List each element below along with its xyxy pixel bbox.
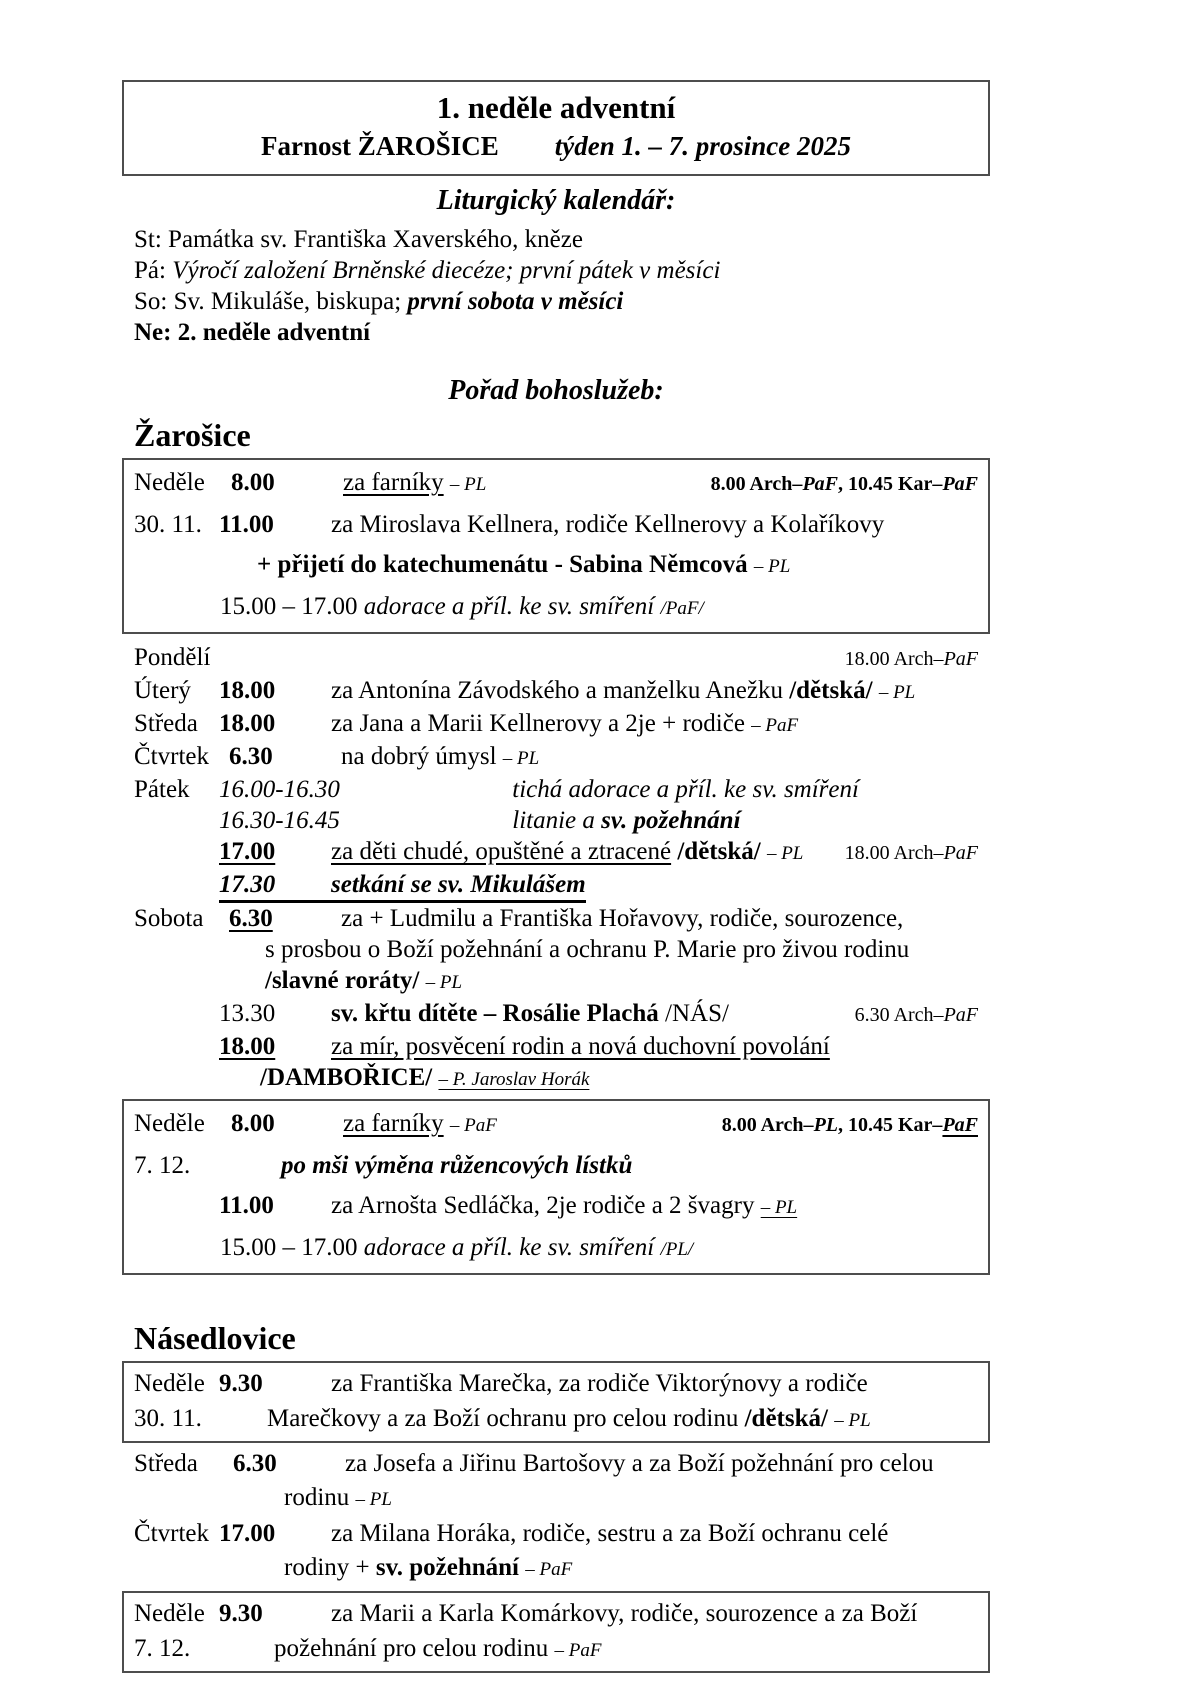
schedule-row bbox=[134, 545, 978, 587]
other-mass-part: 8.00 Arch– bbox=[710, 473, 803, 495]
nasedlovice-weekday-list bbox=[122, 1447, 990, 1587]
calendar-item bbox=[134, 224, 990, 255]
celebrant-note: – PaF bbox=[449, 1115, 497, 1136]
time-range: 15.00 – 17.00 bbox=[220, 1234, 358, 1261]
intention-text bbox=[343, 1104, 722, 1146]
calendar-day-prefix: St: bbox=[134, 226, 162, 253]
other-mass-part: PaF bbox=[942, 1114, 978, 1136]
intention-main: za Arnošta Sedláčka, 2je rodiče a 2 švagry bbox=[331, 1192, 755, 1219]
schedule-row bbox=[122, 1062, 990, 1095]
day-cell: 30. 11. bbox=[134, 1405, 202, 1432]
celebrant-note: – PL bbox=[753, 556, 791, 577]
service-tag: /slavné roráty/ bbox=[265, 967, 420, 994]
parish-name: Farnost ŽAROŠICE bbox=[260, 131, 499, 161]
nasedlovice-sunday-box-1 bbox=[122, 1361, 990, 1443]
calendar-item-text: Výročí založení Brněnské diecéze; první pátek v měsíci bbox=[172, 257, 721, 284]
schedule-row bbox=[122, 1551, 990, 1587]
time-cell: 18.00 bbox=[219, 710, 276, 737]
other-mass-part: , 10.45 Kar– bbox=[838, 1114, 943, 1136]
day-cell: Neděle bbox=[134, 1110, 205, 1137]
service-tag: /dětská/ bbox=[744, 1405, 828, 1432]
other-mass-part: 18.00 Arch– bbox=[844, 842, 944, 864]
other-mass-part: PaF bbox=[802, 473, 838, 495]
week-range: týden 1. – 7. prosince 2025 bbox=[554, 131, 852, 161]
intention-main: za Jana a Marii Kellnerovy a 2je + rodiče bbox=[331, 710, 745, 737]
intention-emphasis: sv. požehnání bbox=[375, 1554, 519, 1581]
schedule-row bbox=[134, 1146, 978, 1186]
time-cell bbox=[219, 836, 331, 867]
celebrant-note: – PaF bbox=[525, 1559, 573, 1580]
celebrant-note: – PL bbox=[502, 748, 540, 769]
zarosice-weekday-list bbox=[122, 642, 990, 1095]
other-mass-part: PaF bbox=[942, 473, 978, 495]
day-cell: Pondělí bbox=[134, 644, 211, 671]
schedule-row bbox=[134, 1631, 978, 1668]
schedule-row bbox=[122, 741, 990, 774]
other-mass-note bbox=[845, 644, 978, 675]
intention-text bbox=[220, 587, 978, 629]
celebrant-note: – PL bbox=[355, 1489, 392, 1510]
celebrant-note: – PL bbox=[878, 682, 916, 703]
celebrant-note: – PL bbox=[834, 1410, 871, 1431]
schedule-row bbox=[122, 836, 990, 869]
intention-text bbox=[284, 1481, 978, 1517]
intention-main: rodinu bbox=[284, 1484, 350, 1511]
time-cell: 6.30 bbox=[229, 743, 273, 770]
intention-main: rodiny + bbox=[284, 1554, 370, 1581]
town-heading-zarosice: Žarošice bbox=[134, 417, 251, 453]
day-cell: 7. 12. bbox=[134, 1152, 191, 1179]
day-cell: Čtvrtek bbox=[134, 743, 209, 770]
other-mass-part: 6.30 Arch– bbox=[854, 1004, 944, 1026]
calendar-item bbox=[134, 255, 990, 286]
calendar-day-prefix: Pá: bbox=[134, 257, 166, 284]
intention-main: za farníky bbox=[343, 469, 444, 496]
intention-text bbox=[331, 1186, 978, 1228]
day-cell: Středa bbox=[134, 1450, 198, 1477]
schedule-row bbox=[122, 1447, 990, 1481]
day-cell: Neděle bbox=[134, 1600, 205, 1627]
time-cell bbox=[219, 903, 341, 934]
celebrant-note: – PaF bbox=[751, 715, 799, 736]
schedule-row bbox=[134, 1186, 978, 1228]
schedule-row bbox=[134, 1228, 978, 1270]
time-cell: 11.00 bbox=[219, 511, 274, 538]
time-range: 16.30-16.45 bbox=[219, 807, 340, 834]
intention-main: adorace a příl. ke sv. smíření bbox=[363, 593, 655, 620]
time-cell: 6.30 bbox=[233, 1450, 277, 1477]
intention-text bbox=[331, 675, 978, 708]
intention-text bbox=[260, 1062, 978, 1095]
celebrant-note: – PL bbox=[760, 1197, 798, 1218]
schedule-row bbox=[122, 1031, 990, 1062]
intention-main: Marečkovy a za Boží ochranu pro celou rodinu bbox=[267, 1405, 739, 1432]
schedule-row bbox=[122, 1517, 990, 1551]
intention-text bbox=[341, 741, 978, 774]
other-mass-note bbox=[845, 838, 978, 869]
service-tag: /dětská/ bbox=[789, 677, 873, 704]
intention-text: po mši výměna růžencových lístků bbox=[281, 1152, 633, 1179]
intention-text bbox=[274, 1631, 978, 1668]
time-value: 6.30 bbox=[229, 905, 273, 932]
header-box bbox=[122, 80, 990, 176]
day-cell: Neděle bbox=[134, 1370, 205, 1397]
time-cell: 8.00 bbox=[231, 469, 275, 496]
service-tag: /dětská/ bbox=[677, 838, 761, 865]
intention-main: adorace a příl. ke sv. smíření bbox=[363, 1234, 655, 1261]
celebrant-note: – PL bbox=[766, 843, 804, 864]
day-cell: 7. 12. bbox=[134, 1635, 191, 1662]
intention-text bbox=[284, 1551, 978, 1587]
time-value: 17.00 bbox=[219, 838, 276, 865]
time-cell: 9.30 bbox=[219, 1370, 263, 1397]
intention-text bbox=[331, 708, 978, 741]
intention-main: za děti chudé, opuštěné a ztracené bbox=[331, 838, 672, 865]
intention-text: za Josefa a Jiřinu Bartošovy a za Boží požehnání pro celou bbox=[345, 1450, 934, 1477]
intention-main: + přijetí do katechumenátu - Sabina Němcová bbox=[257, 551, 748, 578]
service-tag: /NÁS/ bbox=[665, 1000, 729, 1027]
zarosice-sunday-box-2 bbox=[122, 1099, 990, 1275]
celebrant-note: /PaF/ bbox=[660, 598, 704, 619]
intention-text bbox=[331, 1031, 978, 1062]
other-mass-part: PaF bbox=[943, 842, 978, 864]
day-cell: Pátek bbox=[134, 776, 190, 803]
schedule-row bbox=[122, 642, 990, 675]
schedule-row bbox=[134, 1596, 978, 1631]
celebrant-note: – PL bbox=[425, 972, 463, 993]
celebrant-note: /PL/ bbox=[660, 1239, 694, 1260]
intention-text: za Františka Marečka, za rodiče Viktorýnovy a rodiče bbox=[331, 1370, 868, 1397]
liturgical-calendar-list bbox=[122, 224, 990, 348]
other-mass-note bbox=[711, 464, 978, 504]
service-tag: /DAMBOŘICE/ bbox=[260, 1064, 433, 1091]
time-cell: 18.00 bbox=[219, 677, 276, 704]
time-cell: 17.00 bbox=[219, 1520, 276, 1547]
intention-text bbox=[219, 774, 978, 805]
schedule-row bbox=[122, 1481, 990, 1517]
liturgical-calendar-heading: Liturgický kalendář: bbox=[436, 185, 676, 216]
day-cell: Středa bbox=[134, 710, 198, 737]
schedule-row bbox=[134, 505, 978, 545]
intention-text bbox=[267, 1401, 978, 1438]
schedule-row bbox=[134, 463, 978, 505]
intention-text bbox=[265, 965, 978, 998]
schedule-row bbox=[122, 998, 990, 1031]
day-cell: Neděle bbox=[134, 469, 205, 496]
celebrant-note: – PaF bbox=[554, 1640, 602, 1661]
schedule-heading: Pořad bohoslužeb: bbox=[448, 375, 664, 406]
schedule-row bbox=[134, 1104, 978, 1146]
calendar-item-text: Památka sv. Františka Xaverského, kněze bbox=[168, 226, 583, 253]
intention-emphasis: sv. požehnání bbox=[601, 807, 741, 834]
other-mass-part: PaF bbox=[943, 648, 978, 670]
intention-text bbox=[220, 1228, 978, 1270]
other-mass-part: 18.00 Arch– bbox=[844, 648, 944, 670]
time-cell: 8.00 bbox=[231, 1110, 275, 1137]
intention-text: za Marii a Karla Komárkovy, rodiče, sourozence a za Boží bbox=[331, 1600, 918, 1627]
intention-text bbox=[331, 836, 845, 869]
intention-text: za + Ludmilu a Františka Hořavovy, rodiče, sourozence, bbox=[341, 905, 904, 932]
intention-main: tichá adorace a příl. ke sv. smíření bbox=[512, 776, 859, 803]
day-cell: Úterý bbox=[134, 677, 191, 704]
other-mass-note bbox=[855, 1000, 978, 1031]
intention-main: litanie a bbox=[512, 807, 595, 834]
zarosice-sunday-box-1 bbox=[122, 458, 990, 634]
celebrant-note: – P. Jaroslav Horák bbox=[438, 1069, 590, 1090]
schedule-row bbox=[134, 587, 978, 629]
special-event-group bbox=[219, 869, 586, 903]
intention-main: sv. křtu dítěte – Rosálie Plachá bbox=[331, 1000, 659, 1027]
schedule-row bbox=[122, 675, 990, 708]
day-cell: 30. 11. bbox=[134, 511, 202, 538]
time-cell: 9.30 bbox=[219, 1600, 263, 1627]
town-heading-nasedlovice: Násedlovice bbox=[134, 1320, 296, 1356]
time-cell: 17.30 bbox=[219, 871, 276, 898]
celebrant-note: – PL bbox=[449, 474, 487, 495]
header-subtitle bbox=[134, 128, 978, 164]
intention-main: za mír, posvěcení rodin a nová duchovní povolání bbox=[331, 1033, 830, 1060]
intention-main: požehnání pro celou rodinu bbox=[274, 1635, 549, 1662]
schedule-row bbox=[122, 934, 990, 965]
intention-main: za Antonína Závodského a manželku Anežku bbox=[331, 677, 783, 704]
schedule-row bbox=[122, 805, 990, 836]
intention-text: s prosbou o Boží požehnání a ochranu P. Marie pro živou rodinu bbox=[265, 936, 910, 963]
other-mass-note bbox=[722, 1105, 978, 1145]
schedule-row bbox=[134, 1366, 978, 1401]
time-range: 16.00-16.30 bbox=[219, 776, 340, 803]
other-mass-part: PaF bbox=[943, 1004, 978, 1026]
calendar-day-prefix: So: bbox=[134, 288, 168, 315]
intention-main: za farníky bbox=[343, 1110, 444, 1137]
schedule-row bbox=[134, 1401, 978, 1438]
intention-main: na dobrý úmysl bbox=[341, 743, 497, 770]
intention-text: za Miroslava Kellnera, rodiče Kellnerovy a Kolaříkovy bbox=[331, 511, 885, 538]
time-cell bbox=[219, 1031, 331, 1062]
time-value: 18.00 bbox=[219, 1033, 276, 1060]
intention-text bbox=[343, 463, 711, 505]
schedule-row bbox=[122, 774, 990, 805]
calendar-item: Ne: 2. neděle adventní bbox=[134, 319, 371, 346]
schedule-row bbox=[122, 708, 990, 741]
time-cell: 11.00 bbox=[219, 1192, 274, 1219]
calendar-item-emphasis: první sobota v měsíci bbox=[407, 288, 624, 315]
day-cell: Sobota bbox=[134, 905, 204, 932]
day-cell: Čtvrtek bbox=[134, 1520, 209, 1547]
intention-text: za Milana Horáka, rodiče, sestru a za Boží ochranu celé bbox=[331, 1520, 889, 1547]
other-mass-part: , 10.45 Kar– bbox=[838, 473, 943, 495]
other-mass-part: PL bbox=[813, 1114, 838, 1136]
calendar-item-text: Sv. Mikuláše, biskupa; bbox=[173, 288, 402, 315]
time-range: 15.00 – 17.00 bbox=[220, 593, 358, 620]
schedule-row bbox=[122, 903, 990, 934]
other-mass-part: 8.00 Arch– bbox=[721, 1114, 814, 1136]
time-cell: 13.30 bbox=[219, 1000, 276, 1027]
nasedlovice-sunday-box-2 bbox=[122, 1591, 990, 1673]
intention-text bbox=[331, 998, 855, 1029]
event-text: setkání se sv. Mikulášem bbox=[331, 871, 586, 898]
page-title: 1. neděle adventní bbox=[436, 90, 676, 125]
intention-text bbox=[219, 805, 978, 836]
schedule-row bbox=[122, 965, 990, 998]
intention-text bbox=[257, 545, 978, 587]
calendar-item bbox=[134, 286, 990, 317]
schedule-row bbox=[122, 869, 990, 903]
